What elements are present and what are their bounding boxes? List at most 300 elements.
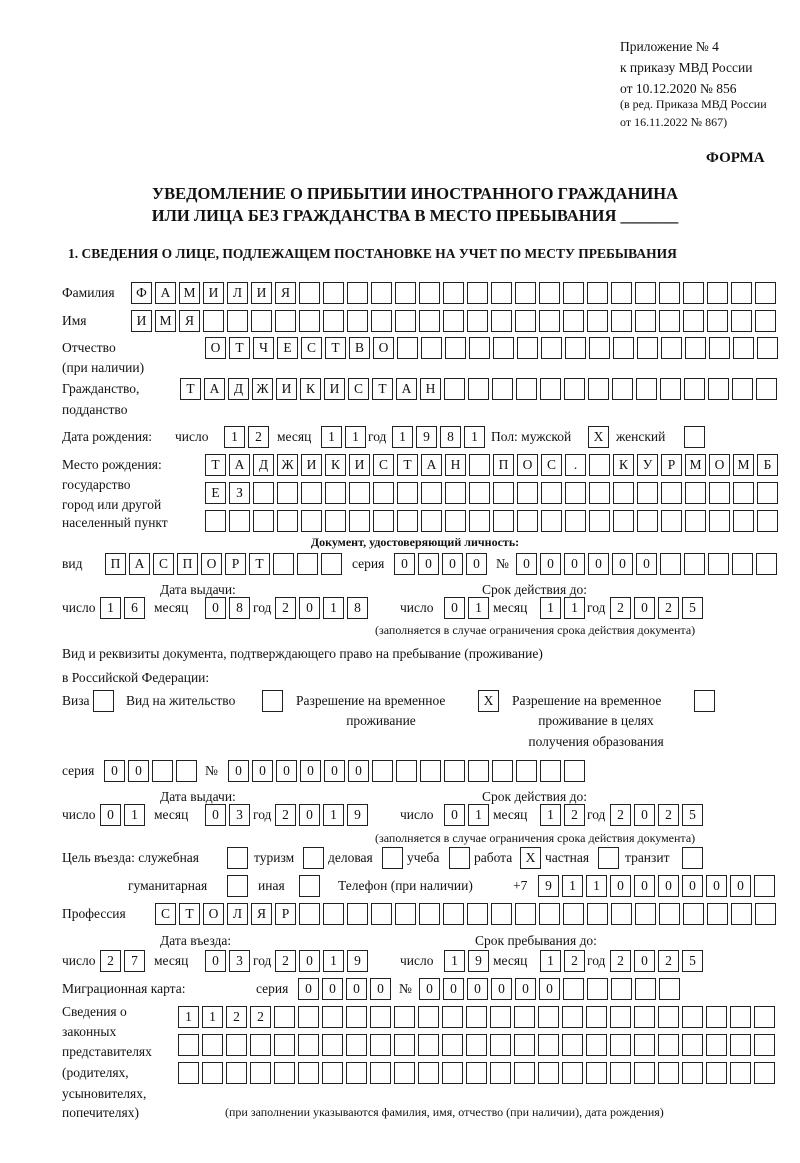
guardian-box[interactable] — [466, 1006, 487, 1028]
citizenship-box[interactable] — [708, 378, 729, 400]
phone-box[interactable]: 1 — [562, 875, 583, 897]
month-box[interactable]: 0 — [205, 804, 226, 826]
surname-box[interactable] — [539, 282, 560, 304]
day-box[interactable]: 1 — [468, 804, 489, 826]
guardian-box[interactable] — [586, 1006, 607, 1028]
day-box[interactable]: 1 — [444, 950, 465, 972]
citizenship-box[interactable] — [468, 378, 489, 400]
surname-box[interactable] — [347, 282, 368, 304]
birth-place-box[interactable] — [469, 482, 490, 504]
guardian-box[interactable] — [682, 1034, 703, 1056]
birth-place-box[interactable] — [445, 510, 466, 532]
birth-place-box[interactable] — [229, 510, 250, 532]
purpose-business-checkbox[interactable] — [382, 847, 403, 869]
guardian-box[interactable] — [586, 1034, 607, 1056]
patronymic-box[interactable]: В — [349, 337, 370, 359]
birth-place-box[interactable]: А — [421, 454, 442, 476]
birth-place-box[interactable]: Р — [661, 454, 682, 476]
name-box[interactable] — [491, 310, 512, 332]
migration-number-box[interactable] — [635, 978, 656, 1000]
birth-place-box[interactable] — [637, 510, 658, 532]
patronymic-box[interactable] — [565, 337, 586, 359]
name-box[interactable] — [563, 310, 584, 332]
guardian-box[interactable] — [202, 1062, 223, 1084]
day-box[interactable]: 1 — [100, 597, 121, 619]
name-box[interactable] — [371, 310, 392, 332]
year-box[interactable]: 2 — [658, 597, 679, 619]
birth-place-box[interactable] — [205, 510, 226, 532]
doc-number-box[interactable] — [660, 553, 681, 575]
year-box[interactable]: 0 — [299, 804, 320, 826]
birth-place-box[interactable] — [541, 510, 562, 532]
doc-type-box[interactable]: О — [201, 553, 222, 575]
citizenship-box[interactable] — [612, 378, 633, 400]
month-box[interactable]: 0 — [205, 950, 226, 972]
patronymic-box[interactable]: О — [205, 337, 226, 359]
year-box[interactable]: 0 — [299, 950, 320, 972]
profession-box[interactable]: Л — [227, 903, 248, 925]
month-box[interactable]: 1 — [540, 597, 561, 619]
guardian-box[interactable] — [370, 1062, 391, 1084]
name-box[interactable] — [395, 310, 416, 332]
profession-box[interactable] — [659, 903, 680, 925]
patronymic-box[interactable] — [397, 337, 418, 359]
patronymic-box[interactable]: Т — [229, 337, 250, 359]
patronymic-box[interactable] — [541, 337, 562, 359]
name-box[interactable] — [227, 310, 248, 332]
profession-box[interactable] — [491, 903, 512, 925]
patronymic-box[interactable]: Ч — [253, 337, 274, 359]
citizenship-box[interactable]: Т — [180, 378, 201, 400]
stay-series-box[interactable] — [176, 760, 197, 782]
purpose-humanitarian-checkbox[interactable] — [227, 875, 248, 897]
temporary-residence-education-checkbox[interactable] — [694, 690, 715, 712]
year-box[interactable]: 0 — [299, 597, 320, 619]
stay-number-box[interactable]: 0 — [324, 760, 345, 782]
guardian-box[interactable] — [538, 1034, 559, 1056]
migration-number-box[interactable] — [563, 978, 584, 1000]
migration-series-box[interactable]: 0 — [370, 978, 391, 1000]
doc-number-box[interactable]: 0 — [564, 553, 585, 575]
phone-box[interactable]: 0 — [682, 875, 703, 897]
guardian-box[interactable] — [370, 1034, 391, 1056]
purpose-work-checkbox[interactable]: X — [520, 847, 541, 869]
visa-checkbox[interactable] — [93, 690, 114, 712]
guardian-box[interactable] — [682, 1006, 703, 1028]
doc-type-box[interactable] — [321, 553, 342, 575]
migration-number-box[interactable]: 0 — [515, 978, 536, 1000]
phone-box[interactable]: 0 — [658, 875, 679, 897]
year-box[interactable]: 2 — [610, 597, 631, 619]
surname-box[interactable] — [371, 282, 392, 304]
profession-box[interactable] — [611, 903, 632, 925]
day-box[interactable]: 0 — [444, 804, 465, 826]
birth-day-box[interactable]: 1 — [224, 426, 245, 448]
patronymic-box[interactable] — [517, 337, 538, 359]
guardian-box[interactable] — [346, 1034, 367, 1056]
birth-place-box[interactable] — [445, 482, 466, 504]
profession-box[interactable] — [587, 903, 608, 925]
patronymic-box[interactable]: С — [301, 337, 322, 359]
birth-month-box[interactable]: 1 — [345, 426, 366, 448]
guardian-box[interactable] — [202, 1034, 223, 1056]
patronymic-box[interactable] — [493, 337, 514, 359]
phone-box[interactable]: 0 — [610, 875, 631, 897]
guardian-box[interactable] — [730, 1062, 751, 1084]
birth-place-box[interactable]: . — [565, 454, 586, 476]
surname-box[interactable] — [707, 282, 728, 304]
surname-box[interactable]: Я — [275, 282, 296, 304]
citizenship-box[interactable]: К — [300, 378, 321, 400]
stay-number-box[interactable] — [444, 760, 465, 782]
guardian-box[interactable] — [538, 1062, 559, 1084]
citizenship-box[interactable] — [684, 378, 705, 400]
birth-place-box[interactable] — [373, 482, 394, 504]
birth-place-box[interactable]: Б — [757, 454, 778, 476]
guardian-box[interactable] — [610, 1062, 631, 1084]
surname-box[interactable] — [731, 282, 752, 304]
guardian-box[interactable] — [346, 1062, 367, 1084]
name-box[interactable] — [347, 310, 368, 332]
migration-number-box[interactable]: 0 — [419, 978, 440, 1000]
guardian-box[interactable] — [394, 1006, 415, 1028]
month-box[interactable]: 2 — [564, 950, 585, 972]
profession-box[interactable] — [419, 903, 440, 925]
citizenship-box[interactable]: А — [396, 378, 417, 400]
citizenship-box[interactable]: Т — [372, 378, 393, 400]
doc-series-box[interactable]: 0 — [418, 553, 439, 575]
birth-place-box[interactable]: О — [517, 454, 538, 476]
year-box[interactable]: 2 — [275, 804, 296, 826]
guardian-box[interactable]: 2 — [226, 1006, 247, 1028]
name-box[interactable] — [587, 310, 608, 332]
guardian-box[interactable] — [442, 1062, 463, 1084]
birth-place-box[interactable] — [493, 482, 514, 504]
guardian-box[interactable] — [322, 1034, 343, 1056]
birth-place-box[interactable]: К — [613, 454, 634, 476]
doc-number-box[interactable]: 0 — [516, 553, 537, 575]
birth-place-box[interactable] — [301, 510, 322, 532]
name-box[interactable] — [731, 310, 752, 332]
citizenship-box[interactable]: И — [276, 378, 297, 400]
birth-place-box[interactable] — [421, 510, 442, 532]
birth-place-box[interactable]: П — [493, 454, 514, 476]
doc-type-box[interactable] — [297, 553, 318, 575]
month-box[interactable]: 0 — [205, 597, 226, 619]
guardian-box[interactable] — [466, 1062, 487, 1084]
birth-place-box[interactable]: И — [301, 454, 322, 476]
year-box[interactable]: 2 — [658, 950, 679, 972]
name-box[interactable] — [635, 310, 656, 332]
guardian-box[interactable] — [322, 1062, 343, 1084]
guardian-box[interactable] — [562, 1062, 583, 1084]
birth-place-box[interactable]: С — [373, 454, 394, 476]
guardian-box[interactable] — [442, 1034, 463, 1056]
birth-place-box[interactable]: А — [229, 454, 250, 476]
day-box[interactable]: 0 — [444, 597, 465, 619]
birth-place-box[interactable] — [733, 482, 754, 504]
birth-place-box[interactable] — [469, 454, 490, 476]
doc-number-box[interactable]: 0 — [588, 553, 609, 575]
profession-box[interactable] — [371, 903, 392, 925]
citizenship-box[interactable]: Д — [228, 378, 249, 400]
name-box[interactable] — [299, 310, 320, 332]
doc-type-box[interactable]: А — [129, 553, 150, 575]
patronymic-box[interactable]: Е — [277, 337, 298, 359]
birth-place-box[interactable] — [493, 510, 514, 532]
migration-number-box[interactable]: 0 — [443, 978, 464, 1000]
citizenship-box[interactable] — [564, 378, 585, 400]
year-box[interactable]: 0 — [634, 950, 655, 972]
name-box[interactable] — [659, 310, 680, 332]
profession-box[interactable] — [443, 903, 464, 925]
birth-place-box[interactable] — [349, 482, 370, 504]
stay-series-box[interactable]: 0 — [104, 760, 125, 782]
guardian-box[interactable] — [754, 1062, 775, 1084]
citizenship-box[interactable] — [516, 378, 537, 400]
name-box[interactable] — [419, 310, 440, 332]
profession-box[interactable] — [707, 903, 728, 925]
year-box[interactable]: 0 — [634, 804, 655, 826]
guardian-box[interactable] — [394, 1062, 415, 1084]
doc-number-box[interactable] — [684, 553, 705, 575]
patronymic-box[interactable] — [637, 337, 658, 359]
guardian-box[interactable] — [490, 1006, 511, 1028]
month-box[interactable]: 1 — [564, 597, 585, 619]
birth-place-box[interactable] — [589, 454, 610, 476]
guardian-box[interactable] — [298, 1062, 319, 1084]
surname-box[interactable] — [611, 282, 632, 304]
birth-place-box[interactable] — [637, 482, 658, 504]
guardian-box[interactable] — [514, 1034, 535, 1056]
migration-number-box[interactable] — [587, 978, 608, 1000]
birth-place-box[interactable]: Д — [253, 454, 274, 476]
surname-box[interactable]: А — [155, 282, 176, 304]
name-box[interactable] — [467, 310, 488, 332]
doc-number-box[interactable]: 0 — [636, 553, 657, 575]
guardian-box[interactable] — [490, 1034, 511, 1056]
purpose-transit-checkbox[interactable] — [682, 847, 703, 869]
birth-place-box[interactable] — [589, 482, 610, 504]
patronymic-box[interactable] — [757, 337, 778, 359]
residence-permit-checkbox[interactable] — [262, 690, 283, 712]
birth-place-box[interactable]: И — [349, 454, 370, 476]
purpose-private-checkbox[interactable] — [598, 847, 619, 869]
guardian-box[interactable] — [634, 1062, 655, 1084]
year-box[interactable]: 2 — [610, 804, 631, 826]
name-box[interactable] — [275, 310, 296, 332]
guardian-box[interactable] — [466, 1034, 487, 1056]
birth-place-box[interactable]: Ж — [277, 454, 298, 476]
day-box[interactable]: 7 — [124, 950, 145, 972]
name-box[interactable] — [611, 310, 632, 332]
female-checkbox[interactable] — [684, 426, 705, 448]
guardian-box[interactable] — [634, 1006, 655, 1028]
guardian-box[interactable] — [490, 1062, 511, 1084]
stay-number-box[interactable] — [564, 760, 585, 782]
citizenship-box[interactable] — [660, 378, 681, 400]
surname-box[interactable] — [323, 282, 344, 304]
guardian-box[interactable] — [178, 1062, 199, 1084]
guardian-box[interactable] — [322, 1006, 343, 1028]
guardian-box[interactable] — [634, 1034, 655, 1056]
name-box[interactable] — [203, 310, 224, 332]
stay-number-box[interactable]: 0 — [252, 760, 273, 782]
name-box[interactable]: И — [131, 310, 152, 332]
guardian-box[interactable] — [754, 1006, 775, 1028]
birth-place-box[interactable] — [661, 510, 682, 532]
birth-place-box[interactable] — [661, 482, 682, 504]
stay-number-box[interactable]: 0 — [228, 760, 249, 782]
birth-place-box[interactable]: Т — [205, 454, 226, 476]
birth-place-box[interactable] — [709, 482, 730, 504]
guardian-box[interactable] — [706, 1034, 727, 1056]
guardian-box[interactable] — [706, 1062, 727, 1084]
doc-number-box[interactable] — [732, 553, 753, 575]
profession-box[interactable]: Р — [275, 903, 296, 925]
surname-box[interactable] — [443, 282, 464, 304]
surname-box[interactable]: И — [203, 282, 224, 304]
birth-place-box[interactable] — [685, 482, 706, 504]
surname-box[interactable]: Ф — [131, 282, 152, 304]
name-box[interactable] — [251, 310, 272, 332]
birth-place-box[interactable]: Е — [205, 482, 226, 504]
doc-series-box[interactable]: 0 — [442, 553, 463, 575]
birth-place-box[interactable] — [421, 482, 442, 504]
doc-number-box[interactable] — [756, 553, 777, 575]
day-box[interactable]: 0 — [100, 804, 121, 826]
guardian-box[interactable] — [538, 1006, 559, 1028]
month-box[interactable]: 3 — [229, 950, 250, 972]
surname-box[interactable] — [491, 282, 512, 304]
doc-series-box[interactable]: 0 — [394, 553, 415, 575]
profession-box[interactable] — [467, 903, 488, 925]
citizenship-box[interactable]: А — [204, 378, 225, 400]
birth-place-box[interactable] — [277, 510, 298, 532]
doc-number-box[interactable]: 0 — [612, 553, 633, 575]
profession-box[interactable]: Я — [251, 903, 272, 925]
profession-box[interactable] — [515, 903, 536, 925]
purpose-other-checkbox[interactable] — [299, 875, 320, 897]
guardian-box[interactable] — [394, 1034, 415, 1056]
guardian-box[interactable] — [682, 1062, 703, 1084]
birth-place-box[interactable] — [589, 510, 610, 532]
doc-series-box[interactable]: 0 — [466, 553, 487, 575]
birth-place-box[interactable] — [613, 510, 634, 532]
doc-type-box[interactable]: П — [105, 553, 126, 575]
day-box[interactable]: 9 — [468, 950, 489, 972]
surname-box[interactable] — [419, 282, 440, 304]
guardian-box[interactable] — [250, 1062, 271, 1084]
year-box[interactable]: 2 — [658, 804, 679, 826]
year-box[interactable]: 1 — [323, 597, 344, 619]
birth-place-box[interactable] — [301, 482, 322, 504]
profession-box[interactable] — [635, 903, 656, 925]
stay-number-box[interactable] — [372, 760, 393, 782]
birth-place-box[interactable] — [253, 482, 274, 504]
surname-box[interactable]: И — [251, 282, 272, 304]
patronymic-box[interactable]: О — [373, 337, 394, 359]
citizenship-box[interactable]: С — [348, 378, 369, 400]
patronymic-box[interactable] — [613, 337, 634, 359]
month-box[interactable]: 2 — [564, 804, 585, 826]
doc-type-box[interactable]: С — [153, 553, 174, 575]
migration-number-box[interactable] — [611, 978, 632, 1000]
surname-box[interactable] — [659, 282, 680, 304]
birth-place-box[interactable] — [517, 482, 538, 504]
patronymic-box[interactable]: Т — [325, 337, 346, 359]
year-box[interactable]: 9 — [347, 804, 368, 826]
temporary-residence-checkbox[interactable]: X — [478, 690, 499, 712]
stay-series-box[interactable] — [152, 760, 173, 782]
stay-number-box[interactable] — [420, 760, 441, 782]
guardian-box[interactable] — [610, 1006, 631, 1028]
birth-place-box[interactable] — [277, 482, 298, 504]
name-box[interactable]: М — [155, 310, 176, 332]
month-box[interactable]: 1 — [540, 950, 561, 972]
name-box[interactable] — [755, 310, 776, 332]
stay-number-box[interactable] — [516, 760, 537, 782]
profession-box[interactable] — [683, 903, 704, 925]
doc-type-box[interactable]: Р — [225, 553, 246, 575]
patronymic-box[interactable] — [685, 337, 706, 359]
stay-number-box[interactable]: 0 — [300, 760, 321, 782]
patronymic-box[interactable] — [733, 337, 754, 359]
surname-box[interactable] — [515, 282, 536, 304]
name-box[interactable] — [683, 310, 704, 332]
surname-box[interactable] — [587, 282, 608, 304]
birth-place-box[interactable] — [709, 510, 730, 532]
surname-box[interactable] — [635, 282, 656, 304]
phone-box[interactable]: 1 — [586, 875, 607, 897]
guardian-box[interactable] — [298, 1034, 319, 1056]
year-box[interactable]: 5 — [682, 950, 703, 972]
day-box[interactable]: 1 — [124, 804, 145, 826]
birth-place-box[interactable] — [253, 510, 274, 532]
patronymic-box[interactable] — [661, 337, 682, 359]
name-box[interactable] — [323, 310, 344, 332]
birth-place-box[interactable]: У — [637, 454, 658, 476]
phone-box[interactable]: 0 — [706, 875, 727, 897]
stay-number-box[interactable]: 0 — [348, 760, 369, 782]
migration-series-box[interactable]: 0 — [298, 978, 319, 1000]
citizenship-box[interactable] — [540, 378, 561, 400]
birth-place-box[interactable] — [397, 482, 418, 504]
citizenship-box[interactable]: Ж — [252, 378, 273, 400]
year-box[interactable]: 2 — [610, 950, 631, 972]
birth-place-box[interactable]: Н — [445, 454, 466, 476]
guardian-box[interactable] — [418, 1034, 439, 1056]
birth-place-box[interactable]: О — [709, 454, 730, 476]
citizenship-box[interactable] — [756, 378, 777, 400]
birth-place-box[interactable] — [469, 510, 490, 532]
doc-type-box[interactable]: П — [177, 553, 198, 575]
migration-number-box[interactable]: 0 — [491, 978, 512, 1000]
stay-number-box[interactable] — [396, 760, 417, 782]
year-box[interactable]: 2 — [275, 950, 296, 972]
guardian-box[interactable] — [658, 1034, 679, 1056]
guardian-box[interactable] — [610, 1034, 631, 1056]
birth-day-box[interactable]: 2 — [248, 426, 269, 448]
year-box[interactable]: 9 — [347, 950, 368, 972]
phone-box[interactable]: 0 — [730, 875, 751, 897]
citizenship-box[interactable]: И — [324, 378, 345, 400]
year-box[interactable]: 1 — [323, 804, 344, 826]
guardian-box[interactable] — [226, 1034, 247, 1056]
profession-box[interactable] — [563, 903, 584, 925]
surname-box[interactable]: М — [179, 282, 200, 304]
guardian-box[interactable] — [274, 1062, 295, 1084]
